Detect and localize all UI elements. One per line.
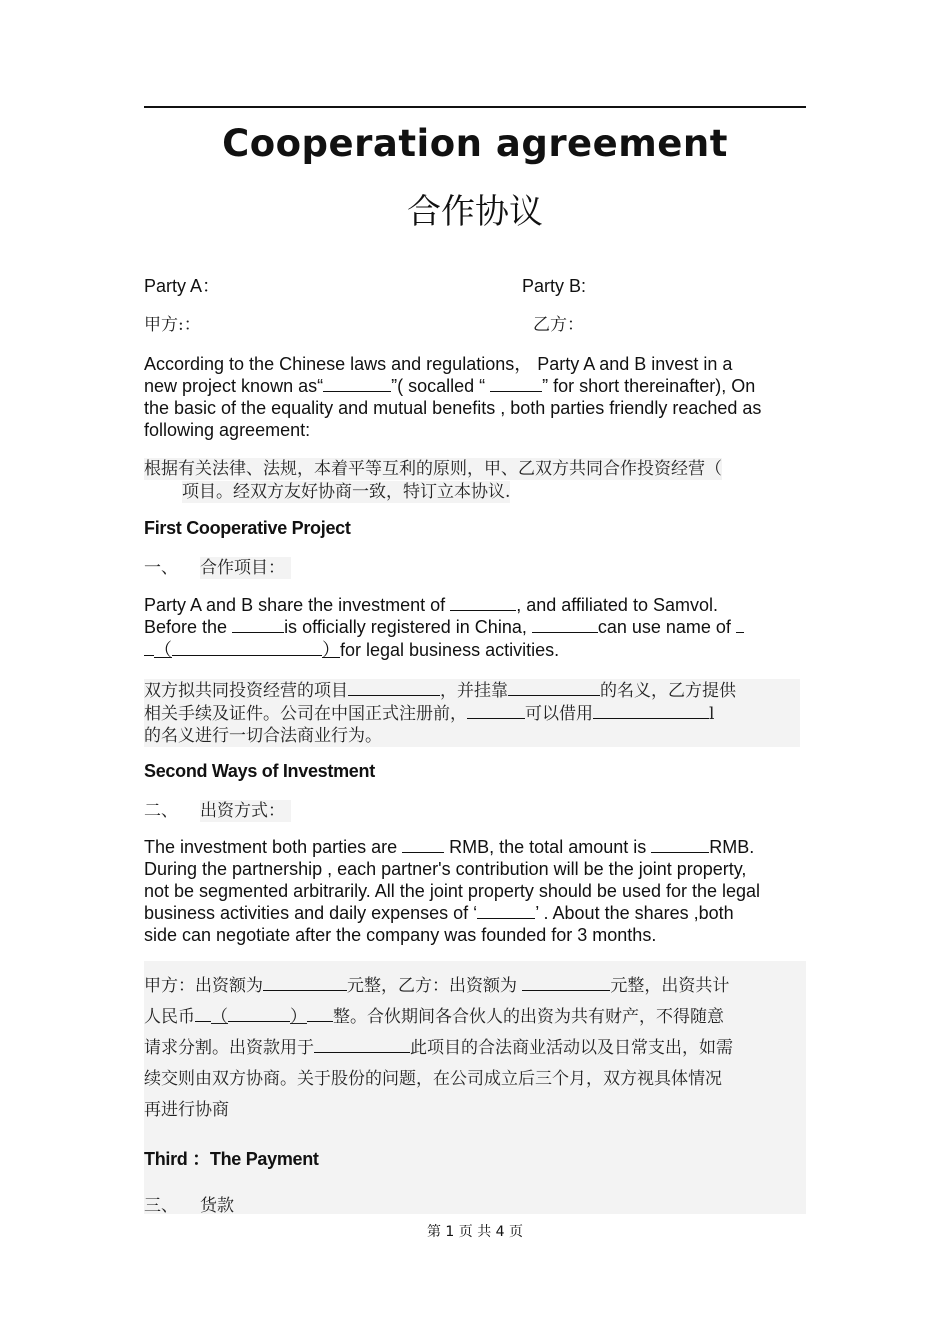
blank-zh-project [348, 679, 440, 696]
blank-expenses [477, 902, 535, 919]
party-a-zh-label: 甲方:： [144, 315, 201, 335]
blank-zh-affiliate [508, 679, 600, 696]
section-2-zh-line: 人民币 （ ） 整。合伙期间各合伙人的出资为共有财产，不得随意 [144, 1007, 724, 1027]
blank-short-name [490, 375, 542, 392]
blank-zh-d [307, 1005, 333, 1022]
party-b-label: Party B: [522, 276, 587, 296]
blank-lead [144, 639, 154, 656]
party-a-label: Party A： [144, 276, 221, 296]
blank-zh-total [228, 1005, 290, 1022]
blank-zh-use [314, 1036, 410, 1053]
intro-en-line: According to the Chinese laws and regulations， Party A and B invest in a [144, 354, 733, 374]
section-3-zh-number: 三、 [144, 1196, 178, 1216]
intro-en-line: following agreement: [144, 420, 311, 440]
section-2-en-line: business activities and daily expenses of ‘ ’ . About the shares ,both [144, 903, 734, 923]
section-1-zh-line: 双方拟共同投资经营的项目 ，并挂靠 的名义，乙方提供 [144, 681, 736, 701]
section-2-en-line: The investment both parties are RMB, the total amount is RMB. [144, 837, 755, 857]
blank-amount [402, 836, 444, 853]
section-2-zh-number: 二、 [144, 801, 178, 821]
section-1-zh-line: 相关手续及证件。公司在中国正式注册前， 可以借用 l [144, 704, 715, 724]
section-1-en-line: Party A and B share the investment of , and affiliated to Samvol. [144, 595, 718, 615]
blank-zh-before [467, 702, 525, 719]
section-2-zh-line: 续交则由双方协商。关于股份的问题，在公司成立后三个月，双方视具体情况 [144, 1069, 722, 1089]
blank-tail [736, 616, 744, 633]
header-rule [144, 106, 806, 108]
intro-en-paragraph [144, 353, 806, 441]
section-1-zh-title: 合作项目： [200, 557, 291, 579]
section-1-en-paragraph [144, 594, 806, 661]
section-2-heading: Second Ways of Investment [144, 761, 375, 781]
section-2-en-line: side can negotiate after the company was founded for 3 months. [144, 925, 657, 945]
intro-zh-line-2: 项目。经双方友好协商一致，特订立本协议. [182, 482, 511, 502]
section-1-en-line: （ ）for legal business activities. [144, 639, 806, 661]
blank-zh-a [263, 974, 347, 991]
section-1-heading: First Cooperative Project [144, 518, 351, 538]
blank-project-name [323, 375, 391, 392]
blank-total [651, 836, 709, 853]
section-2-en-line: During the partnership , each partner's contribution will be the joint property, [144, 859, 747, 879]
blank-company [232, 616, 284, 633]
party-b-zh-label: 乙方： [533, 315, 584, 335]
section-2-zh-title: 出资方式： [200, 800, 291, 822]
blank-zh-name [593, 702, 709, 719]
section-1-zh-line: 的名义进行一切合法商业行为。 [144, 726, 382, 746]
section-1-en-line: Before the is officially registered in China, can use name of [144, 616, 806, 638]
document-title-en: Cooperation agreement [222, 122, 728, 165]
page-footer: 第 1 页 共 4 页 [426, 1224, 524, 1240]
section-1-zh-paragraph [144, 679, 800, 747]
section-2-en-paragraph [144, 836, 806, 946]
section-2-en-line: not be segmented arbitrarily. All the joint property should be used for the legal [144, 881, 761, 901]
blank-investment [450, 594, 516, 611]
blank-party [532, 616, 598, 633]
blank-name [172, 639, 322, 656]
intro-zh-line-1: 根据有关法律、法规，本着平等互利的原则，甲、乙双方共同合作投资经营（ [144, 459, 722, 479]
section-2-zh-line: 请求分割。出资款用于 此项目的合法商业活动以及日常支出，如需 [144, 1038, 733, 1058]
blank-zh-b [522, 974, 610, 991]
section-3-zh-title: 货款 [200, 1196, 234, 1216]
intro-en-line: the basic of the equality and mutual benefits , both parties friendly reached as [144, 398, 762, 418]
section-2-zh-paragraph [144, 971, 806, 1126]
intro-en-line: new project known as“ ”( socalled “ ” for short thereinafter), On [144, 376, 756, 396]
section-3-heading: Third ：The Payment [144, 1149, 319, 1169]
section-1-zh-number: 一、 [144, 558, 178, 578]
section-2-zh-line: 再进行协商 [144, 1100, 229, 1120]
section-2-zh-line: 甲方：出资额为 元整，乙方：出资额为 元整，出资共计 [144, 976, 730, 996]
blank-zh-c [195, 1005, 211, 1022]
document-title-zh: 合作协议 [407, 192, 543, 232]
